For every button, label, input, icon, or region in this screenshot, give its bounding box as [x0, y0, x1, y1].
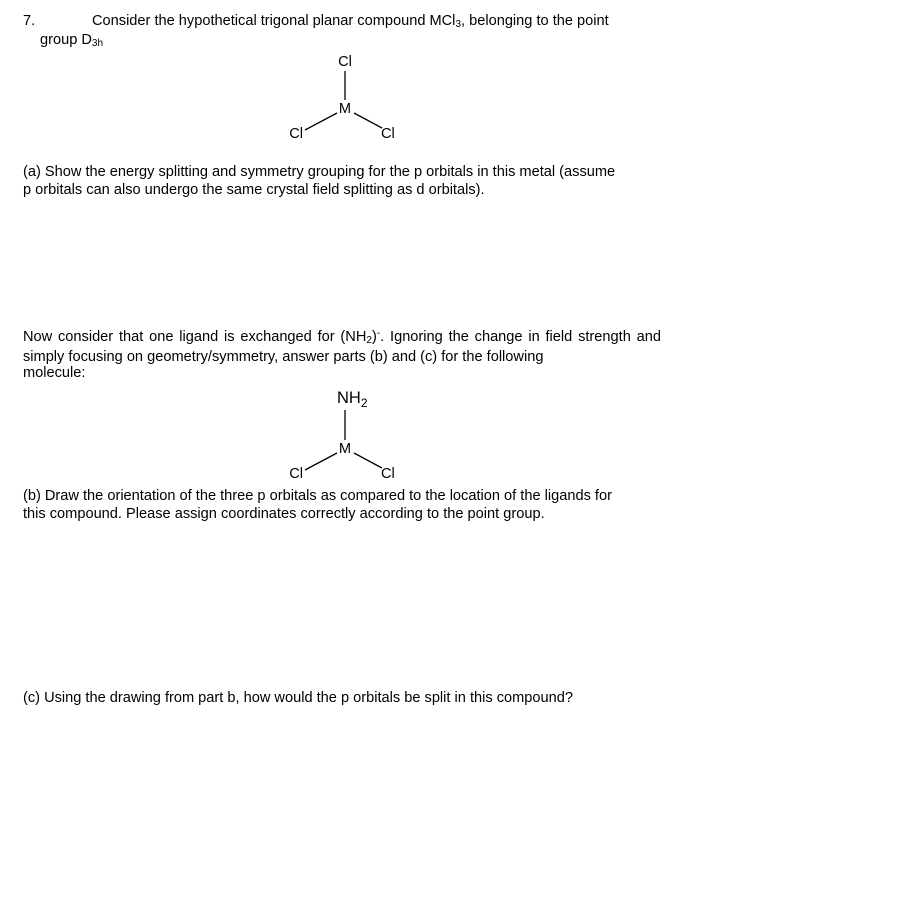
part-b-line2: this compound. Please assign coordinates correctly according to the point group.: [23, 506, 545, 522]
exchange-line1-tail: . Ignoring the change in field strength: [380, 329, 631, 345]
mol2-left-bond: [305, 453, 337, 470]
part-a-line1: (a) Show the energy splitting and symmetry grouping for the p orbitals in this metal (assume: [23, 164, 616, 180]
exchange-sup: -: [376, 328, 381, 339]
mol1-left-ligand: Cl: [289, 126, 303, 142]
mol2-top-ligand-sub: 2: [360, 396, 368, 410]
mol1-top-ligand: Cl: [338, 54, 352, 70]
part-c-text: (c) Using the drawing from part b, how would the p orbitals be split in this compound?: [23, 690, 573, 706]
part-a-line2: p orbitals can also undergo the same crystal field splitting as d orbitals).: [23, 182, 485, 198]
intro-text: Consider the hypothetical trigonal planar compound MCl: [92, 13, 456, 29]
molecule-nh2-structure: [270, 380, 430, 484]
mol1-right-ligand: Cl: [381, 126, 395, 142]
exchange-sub: 2: [366, 335, 372, 346]
group-subscript: 3h: [91, 38, 104, 49]
exchange-line3: molecule:: [23, 365, 86, 381]
point-group-line: [40, 31, 103, 51]
mol2-top-ligand: [337, 389, 368, 410]
intro-subscript: 3: [455, 19, 461, 30]
part-b-line1: (b) Draw the orientation of the three p orbitals as compared to the location of the ligands for: [23, 488, 612, 504]
exchange-paragraph: [23, 328, 661, 366]
exchange-line2: and simply focusing on geometry/symmetry, answer parts (b) and (c) for the following: [23, 329, 661, 365]
question-number: 7.: [23, 13, 36, 29]
exchange-close: ): [371, 329, 377, 345]
mol2-top-ligand-nh: NH: [337, 389, 361, 407]
mol2-metal: M: [338, 441, 352, 457]
intro-tail: , belonging to the point: [461, 13, 609, 29]
exchange-line1: Now consider that one ligand is exchanged for (NH: [23, 329, 367, 345]
question-intro: [92, 12, 609, 32]
mol2-left-ligand: Cl: [289, 466, 303, 482]
mol1-right-bond: [354, 113, 382, 128]
mol1-left-bond: [305, 113, 337, 130]
mol2-right-ligand: Cl: [381, 466, 395, 482]
molecule-mcl3-structure: [270, 44, 430, 144]
group-prefix: group D: [40, 32, 92, 48]
mol2-right-bond: [354, 453, 382, 468]
mol1-metal: M: [338, 101, 352, 117]
